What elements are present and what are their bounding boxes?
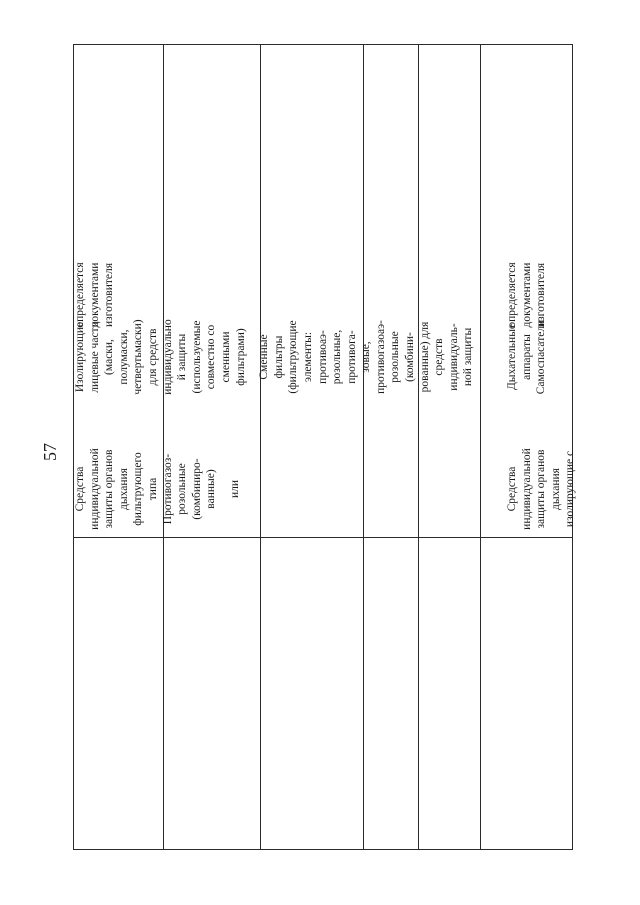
category-text: Средства индивидуальной защиты органов дыхания изолирующие с xyxy=(506,448,577,530)
row-divider xyxy=(73,537,572,538)
category-text: Средства индивидуальной защиты органов дыхания фильтрующего типа Противогазоз- розольные (комбиниро- ванные) xyxy=(74,448,218,530)
page-number: 57 xyxy=(40,443,60,461)
column-divider xyxy=(260,44,261,850)
column-divider xyxy=(418,44,419,850)
column-divider xyxy=(163,44,164,850)
description-text: Изолирующие лицевые части (маски, полумаски, четвертьмаски) для средств индивидуально й защиты (используемые совместно со сменными фильтрами) xyxy=(74,319,247,395)
term-text: определяется документами изготовителя xyxy=(506,262,548,328)
category-connector: или xyxy=(228,479,241,499)
term-text: определяется документами изготовителя xyxy=(74,262,116,328)
table-border-bottom xyxy=(73,849,572,850)
column-divider xyxy=(363,44,364,850)
description-text: Дыхательные аппараты Самоспасатели xyxy=(506,319,548,395)
description-text: Сменные фильтры (фильтрующие элементы: противоаэ- розольные, противога- зовые, противогазоаэ- розольные (комбини- рованные) для средств индивидуаль- ной защиты xyxy=(258,320,475,394)
table-border-top xyxy=(73,44,572,45)
column-divider xyxy=(480,44,481,850)
table-border-right xyxy=(572,44,573,850)
table-border-left xyxy=(73,44,74,850)
